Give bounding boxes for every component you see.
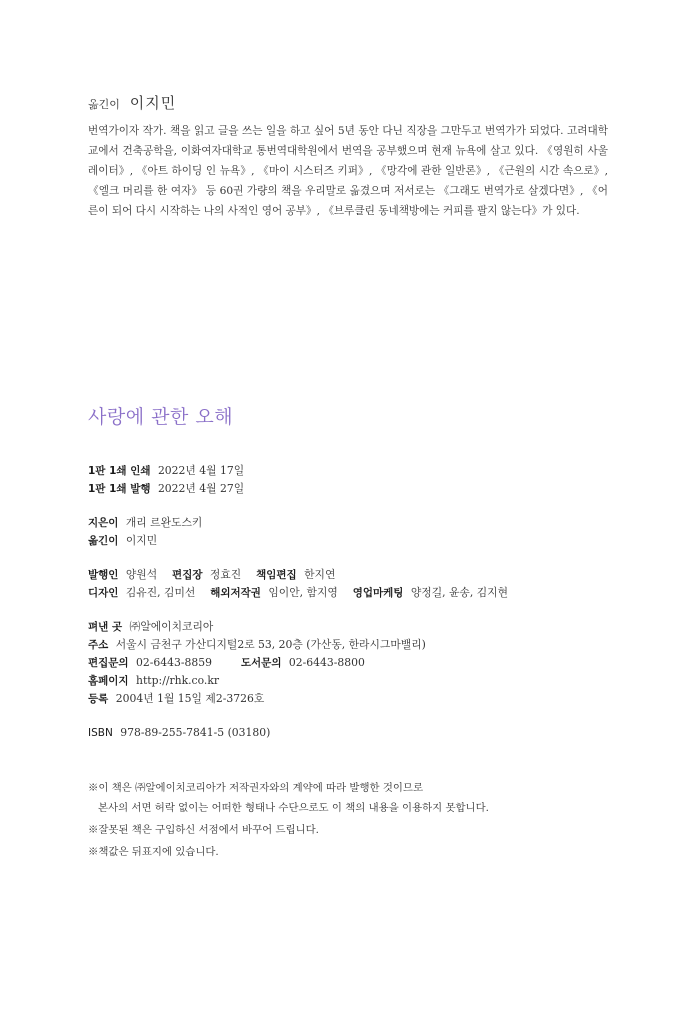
address-line: [88, 636, 608, 654]
translator-credit-line: [88, 532, 608, 550]
marketing-label: 영업마케팅: [352, 587, 404, 599]
editor-in-chief-label: 편집장: [172, 569, 203, 581]
homepage-label: 홈페이지: [88, 675, 129, 687]
translator-credit-label: 옮긴이: [88, 535, 119, 547]
staff-line-1: [88, 566, 608, 584]
edition-publish-label: 1판 1쇄 발행: [88, 483, 151, 495]
publishing-house-line: [88, 618, 608, 636]
author-line: [88, 514, 608, 532]
publishing-house-name: ㈜알에이치코리아: [129, 620, 214, 633]
translator-bio: 번역가이자 작가. 책을 읽고 글을 쓰는 일을 하고 싶어 5년 동안 다닌 직장을 그만두고 번역가가 되었다. 고려대학교에서 건축공학을, 이화여자대학교 통번역대학원에서 번역을 공부했으며 현재 뉴욕에 살고 있다. 《영원히 사울 레이터》, 《아트 하이딩 인 뉴욕》, 《마이 시스터즈 키퍼》, 《망각에 관한 일반론》, 《근원의 시간 속으로》, 《엘크 머리를 한 여자》 등 60권 가량의 책을 우리말로 옮겼으며 저서로는 《그래도 번역가로 살겠다면》, 《어른이 되어 다시 시작하는 나의 사적인 영어 공부》, 《브루클린 동네책방에는 커피를 팔지 않는다》가 있다.: [88, 125, 608, 217]
copyright-notes: [88, 778, 628, 862]
editor-in-chief-name: 정효진: [209, 568, 242, 581]
author-name: 개리 르완도스키: [125, 516, 203, 529]
registration-label: 등록: [88, 693, 109, 705]
edit-phone-number: 02-6443-8859: [136, 656, 213, 669]
registration-line: [88, 690, 608, 708]
translator-heading: [88, 92, 608, 113]
staff-line-2: [88, 584, 608, 602]
edition-print-date: 2022년 4월 17일: [157, 464, 245, 477]
publisher-label: 발행인: [88, 569, 119, 581]
address-value: 서울시 금천구 가산디지털2로 53, 20층 (가산동, 한라시그마밸리): [115, 638, 426, 651]
translator-name: 이지민: [129, 94, 177, 112]
publisher-name: 양원석: [125, 568, 158, 581]
address-label: 주소: [88, 639, 109, 651]
foreign-rights-label: 해외저작권: [210, 587, 261, 599]
note-copyright-continued: 본사의 서면 허락 없이는 어떠한 형태나 수단으로도 이 책의 내용을 이용하지 못합니다.: [98, 802, 489, 814]
translator-profile: [88, 92, 608, 221]
translator-role: 옮긴이: [88, 98, 120, 111]
edition-publish-line: [88, 480, 608, 498]
isbn-label: ISBN: [88, 727, 113, 739]
isbn-line: [88, 724, 608, 742]
isbn-value: 978-89-255-7841-5 (03180): [120, 726, 271, 739]
designer-names: 김유진, 김미선: [125, 586, 196, 599]
order-phone-number: 02-6443-8800: [288, 656, 365, 669]
phone-line: [88, 654, 608, 672]
edition-print-label: 1판 1쇄 인쇄: [88, 465, 151, 477]
marketing-names: 양정길, 윤송, 김지현: [410, 586, 509, 599]
note-copyright: ※이 책은 ㈜알에이치코리아가 저작권자와의 계약에 따라 발행한 것이므로: [88, 782, 423, 794]
publishing-house-label: 펴낸 곳: [88, 621, 123, 633]
translator-credit-name: 이지민: [125, 534, 158, 547]
edition-publish-date: 2022년 4월 27일: [157, 482, 245, 495]
edit-phone-label: 편집문의: [88, 657, 129, 669]
note-price: ※책값은 뒤표지에 있습니다.: [88, 846, 219, 858]
order-phone-label: 도서문의: [240, 657, 282, 669]
colophon: [88, 462, 608, 742]
edition-print-line: [88, 462, 608, 480]
lead-editor-name: 한지연: [304, 568, 336, 581]
registration-value: 2004년 1월 15일 제2-3726호: [115, 692, 265, 705]
book-title: 사랑에 관한 오해: [88, 406, 234, 428]
foreign-rights-names: 임이안, 함지영: [268, 586, 338, 599]
lead-editor-label: 책임편집: [256, 569, 297, 581]
note-exchange: ※잘못된 책은 구입하신 서점에서 바꾸어 드립니다.: [88, 824, 319, 836]
author-label: 지은이: [88, 517, 119, 529]
homepage-line: [88, 672, 608, 690]
designer-label: 디자인: [88, 587, 119, 599]
homepage-url: http://rhk.co.kr: [136, 674, 220, 687]
